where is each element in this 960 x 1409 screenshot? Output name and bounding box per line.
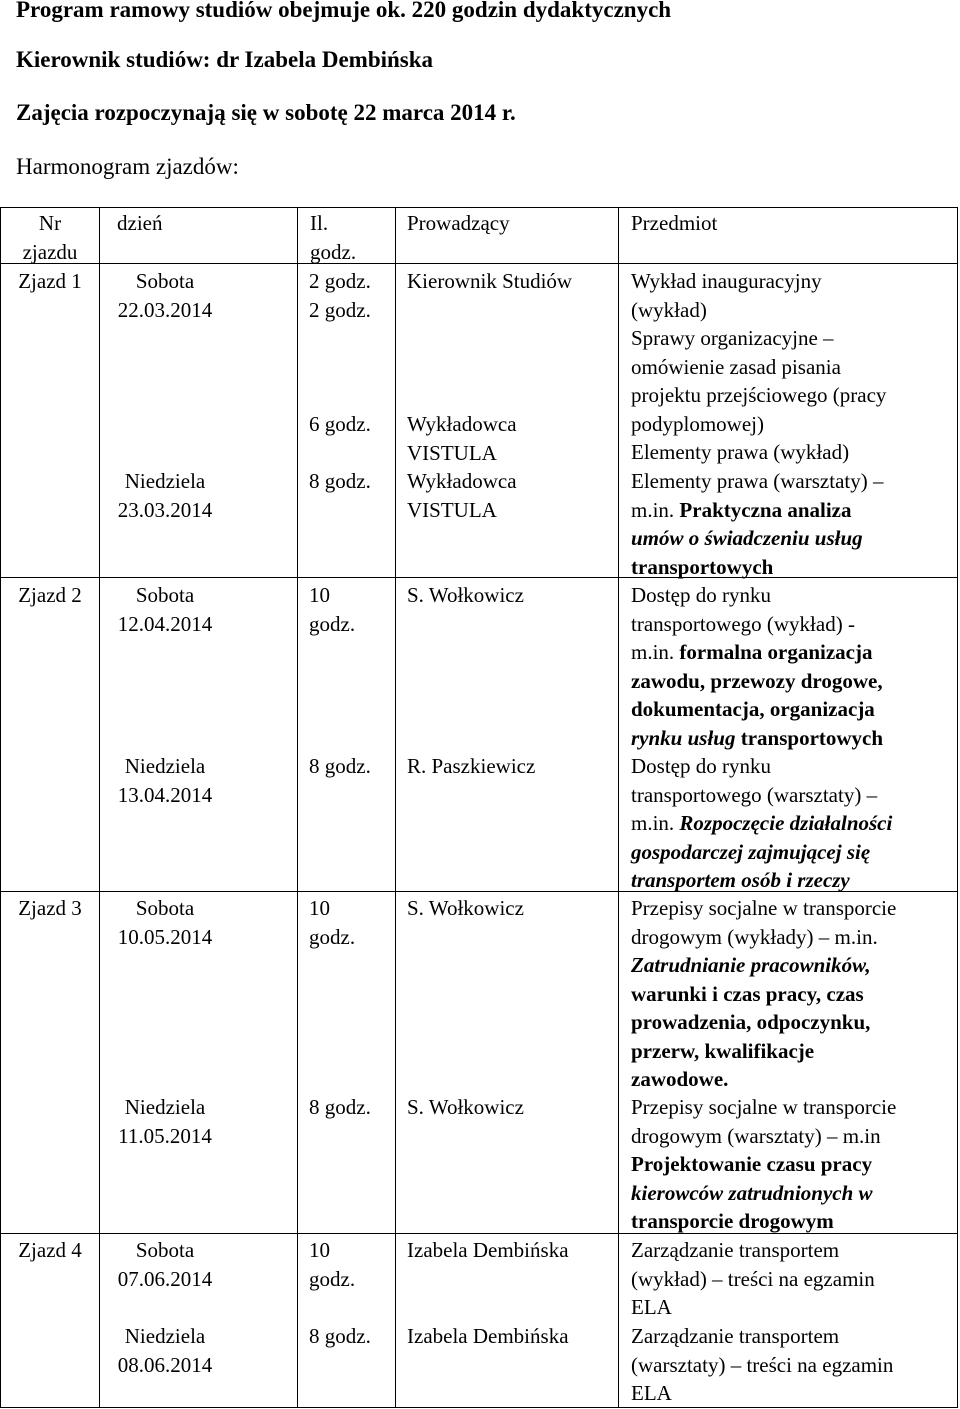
subject-cell: Dostęp do rynku transportowego (warsztaty) – m.in. Rozpoczęcie działalności gospodarczej zajmującej się transportem osób i rzeczy	[631, 754, 893, 892]
day-cell: Niedziela 13.04.2014	[117, 754, 213, 807]
header-hours: Il. godz.	[310, 211, 357, 264]
subject-cell: Zarządzanie transportem (wykład) – treści na egzamin ELA	[631, 1238, 875, 1319]
zjazd-1-label: Zjazd 1	[18, 269, 82, 293]
day-cell: Niedziela 08.06.2014	[117, 1324, 213, 1377]
hours-cell: 6 godz.	[309, 412, 371, 436]
subject-cell: Wykład inauguracyjny (wykład) Sprawy organizacyjne – omówienie zasad pisania projektu przejściowego (pracy podyplomowej) Elementy prawa (wykład)	[631, 269, 887, 464]
day-cell: Niedziela 23.03.2014	[117, 469, 213, 522]
zjazd-4-label: Zjazd 4	[18, 1238, 82, 1262]
header-day: dzień	[117, 211, 163, 235]
hours-cell: 2 godz.	[309, 269, 371, 293]
lecturer-cell: Izabela Dembińska	[407, 1238, 569, 1262]
subject-cell: Elementy prawa (warsztaty) – m.in. Praktyczna analiza umów o świadczeniu usług transportowych	[631, 469, 884, 579]
header-lecturer: Prowadzący	[407, 211, 510, 235]
hours-cell: 2 godz.	[309, 298, 371, 322]
schedule-label: Harmonogram zjazdów:	[16, 154, 239, 179]
day-cell: Niedziela 11.05.2014	[118, 1095, 212, 1148]
program-title: Program ramowy studiów obejmuje ok. 220 godzin dydaktycznych	[16, 0, 672, 22]
zjazd-3-label: Zjazd 3	[18, 896, 82, 920]
program-director: Kierownik studiów: dr Izabela Dembińska	[16, 47, 434, 72]
day-cell: Sobota 22.03.2014	[117, 269, 213, 322]
header-nr: Nr zjazdu	[22, 211, 78, 264]
hours-cell: 8 godz.	[309, 1324, 371, 1348]
lecturer-cell: S. Wołkowicz	[407, 896, 524, 920]
lecturer-cell: Izabela Dembińska	[407, 1324, 569, 1348]
hours-cell: 8 godz.	[309, 1095, 371, 1119]
hours-cell: 8 godz.	[309, 469, 371, 493]
zjazd-2-label: Zjazd 2	[18, 583, 82, 607]
subject-cell: Przepisy socjalne w transporcie drogowym (warsztaty) – m.in Projektowanie czasu pracy kierowców zatrudnionych w transporcie drogowym	[631, 1095, 897, 1233]
day-cell: Sobota 12.04.2014	[117, 583, 213, 636]
day-cell: Sobota 07.06.2014	[117, 1238, 213, 1291]
lecturer-cell: Wykładowca VISTULA	[407, 469, 517, 522]
subject-cell: Dostęp do rynku transportowego (wykład) - m.in. formalna organizacja zawodu, przewozy drogowe, dokumentacja, organizacja rynku usług transportowych	[631, 583, 884, 750]
lecturer-cell: Wykładowca VISTULA	[407, 412, 517, 465]
hours-cell: 10 godz.	[309, 1238, 356, 1291]
schedule-table	[0, 207, 958, 1408]
hours-cell: 10 godz.	[309, 896, 356, 949]
day-cell: Sobota 10.05.2014	[117, 896, 213, 949]
subject-cell: Przepisy socjalne w transporcie drogowym (wykłady) – m.in. Zatrudnianie pracowników, warunki i czas pracy, czas prowadzenia, odpoczynku, przerw, kwalifikacje zawodowe.	[631, 896, 897, 1091]
header-subject: Przedmiot	[631, 211, 718, 235]
column-divider	[618, 208, 619, 1407]
lecturer-cell: R. Paszkiewicz	[407, 754, 536, 778]
start-date: Zajęcia rozpoczynają się w sobotę 22 marca 2014 r.	[16, 100, 516, 125]
hours-cell: 8 godz.	[309, 754, 371, 778]
column-divider	[297, 208, 298, 1407]
hours-cell: 10 godz.	[309, 583, 356, 636]
row-divider	[1, 263, 957, 264]
subject-cell: Zarządzanie transportem (warsztaty) – treści na egzamin ELA	[631, 1324, 894, 1405]
column-divider	[395, 208, 396, 1407]
lecturer-cell: S. Wołkowicz	[407, 1095, 524, 1119]
lecturer-cell: Kierownik Studiów	[407, 269, 573, 293]
lecturer-cell: S. Wołkowicz	[407, 583, 524, 607]
